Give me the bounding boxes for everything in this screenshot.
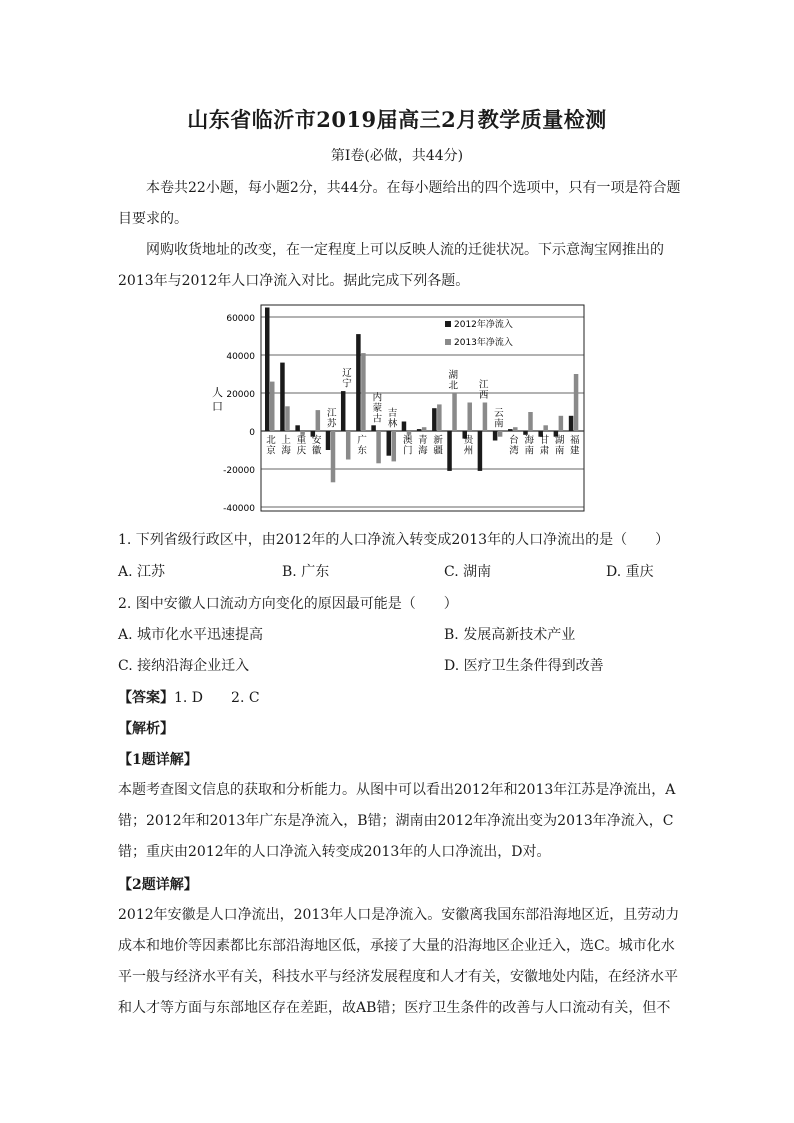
bar-广东-2013 — [361, 353, 366, 431]
bar-湖南-2013 — [559, 416, 564, 431]
bar-青海-2012 — [417, 429, 422, 431]
bar-北京-2012 — [265, 308, 270, 432]
category-label: 江苏 — [327, 408, 337, 430]
bar-内蒙古-2013 — [376, 431, 381, 463]
bar-甘肃-2013 — [543, 425, 548, 431]
category-label: 甘肃 — [539, 435, 550, 457]
category-label: 新疆 — [433, 435, 443, 457]
q2-option-a: A. 城市化水平迅速提高 — [118, 627, 264, 643]
bar-新疆-2012 — [432, 408, 437, 431]
q1-option-d: D. 重庆 — [606, 564, 654, 580]
q1-option-b: B. 广东 — [282, 564, 330, 580]
bar-云南-2013 — [498, 431, 503, 437]
q1-option-c: C. 湖南 — [444, 564, 492, 580]
bar-福建-2013 — [574, 374, 579, 431]
page-title: 山东省临沂市2019届高三2月教学质量检测 — [187, 107, 607, 132]
bar-辽宁-2013 — [346, 431, 351, 460]
category-label: 上海 — [281, 435, 291, 457]
ytick-label: 20000 — [226, 390, 255, 400]
category-label: 台湾 — [509, 435, 519, 457]
population-chart — [205, 298, 589, 514]
bar-江西-2012 — [478, 431, 483, 471]
category-label: 贵州 — [463, 435, 474, 457]
category-label: 辽宁 — [342, 368, 352, 390]
ytick-label: 40000 — [226, 352, 255, 362]
category-label: 北京 — [266, 435, 276, 457]
ytick-label: 0 — [249, 428, 255, 438]
legend-swatch-2012 — [445, 321, 451, 327]
bar-广东-2012 — [356, 334, 361, 431]
bar-内蒙古-2012 — [371, 425, 376, 431]
legend-label-2012: 2012年净流入 — [454, 320, 513, 330]
q2-detail-text: 2012年安徽是人口净流出，2013年人口是净流入。安徽离我国东部沿海地区近，且劳动力成本和地价等因素都比东部沿海地区低，承接了大量的沿海地区企业迁入，选C。城市化水平一般与经济水平有关，科技水平与经济发展程度和人才有关，安徽地处内陆，在经济水平和人才等方面与东部地区存在差距，故AB错；医疗卫生条件的改善与人口流动有关，但不 — [118, 907, 680, 1016]
category-label: 湖北 — [448, 370, 459, 392]
analysis-label: 【解析】 — [118, 721, 174, 737]
bar-湖北-2012 — [447, 431, 452, 471]
ytick-label: 60000 — [226, 314, 255, 324]
bar-湖北-2013 — [452, 393, 457, 431]
bar-安徽-2013 — [316, 410, 321, 431]
plot-frame — [261, 305, 584, 511]
category-label: 内蒙古 — [372, 392, 383, 425]
category-label: 澳门 — [402, 435, 413, 457]
category-label: 云南 — [494, 408, 504, 430]
ylabel-char-2: 口 — [212, 400, 223, 413]
bar-澳门-2012 — [402, 422, 407, 432]
category-label: 海南 — [524, 435, 534, 457]
category-label: 重庆 — [296, 435, 307, 457]
bar-福建-2012 — [569, 416, 574, 431]
section-subtitle: 第Ⅰ卷(必做，共44分) — [330, 148, 464, 164]
answer-line — [118, 687, 260, 707]
q1-option-a: A. 江苏 — [118, 564, 166, 580]
bar-江苏-2012 — [326, 431, 331, 450]
answer-label: 【答案】 — [118, 690, 174, 706]
q2-detail-label: 【2题详解】 — [118, 877, 198, 893]
q2-option-d: D. 医疗卫生条件得到改善 — [444, 658, 604, 674]
legend-label-2013: 2013年净流入 — [454, 338, 513, 348]
bar-海南-2013 — [528, 412, 533, 431]
bar-吉林-2012 — [387, 431, 392, 456]
q1-stem: 1. 下列省级行政区中，由2012年的人口净流入转变成2013年的人口净流出的是（ ） — [118, 532, 670, 548]
bar-重庆-2012 — [295, 425, 300, 431]
bar-江西-2013 — [483, 403, 488, 432]
bar-辽宁-2012 — [341, 391, 346, 431]
bar-云南-2012 — [493, 431, 498, 441]
ytick-label: -40000 — [223, 504, 255, 514]
q1-detail-label: 【1题详解】 — [118, 752, 198, 768]
category-label: 吉林 — [387, 408, 398, 430]
q2-option-c: C. 接纳沿海企业迁入 — [118, 658, 250, 674]
bar-新疆-2013 — [437, 404, 442, 431]
bar-青海-2013 — [422, 427, 427, 431]
q1-detail-text: 本题考查图文信息的获取和分析能力。从图中可以看出2012年和2013年江苏是净流出，A错；2012年和2013年广东是净流入，B错；湖南由2012年净流出变为2013年净流入，C错；重庆由2012年的人口净流入转变成2013年的人口净流出，D对。 — [118, 782, 676, 860]
answer-text: 1. D 2. C — [174, 690, 260, 706]
bar-台湾-2013 — [513, 427, 518, 431]
bar-贵州-2013 — [467, 403, 472, 432]
category-label: 福建 — [570, 435, 580, 457]
bar-上海-2013 — [285, 406, 290, 431]
bar-上海-2012 — [280, 363, 285, 431]
legend-swatch-2013 — [445, 339, 451, 345]
bar-台湾-2012 — [508, 429, 513, 431]
bar-江苏-2013 — [331, 431, 336, 482]
category-label: 安徽 — [311, 435, 322, 457]
category-label: 青海 — [418, 435, 428, 457]
material-paragraph: 网购收货地址的改变，在一定程度上可以反映人流的迁徙状况。下示意淘宝网推出的2013年与2012年人口净流入对比。据此完成下列各题。 — [118, 242, 664, 289]
ytick-label: -20000 — [223, 466, 255, 476]
ylabel-char-1: 人 — [212, 386, 223, 399]
intro-paragraph: 本卷共22小题，每小题2分，共44分。在每小题给出的四个选项中，只有一项是符合题目要求的。 — [118, 180, 681, 227]
category-label: 江西 — [478, 379, 489, 401]
category-label: 广东 — [357, 435, 367, 457]
q2-stem: 2. 图中安徽人口流动方向变化的原因最可能是（ ） — [118, 596, 458, 612]
bar-吉林-2013 — [392, 431, 397, 461]
bar-北京-2013 — [270, 382, 275, 431]
category-label: 湖南 — [554, 435, 565, 457]
q2-option-b: B. 发展高新技术产业 — [444, 627, 576, 643]
